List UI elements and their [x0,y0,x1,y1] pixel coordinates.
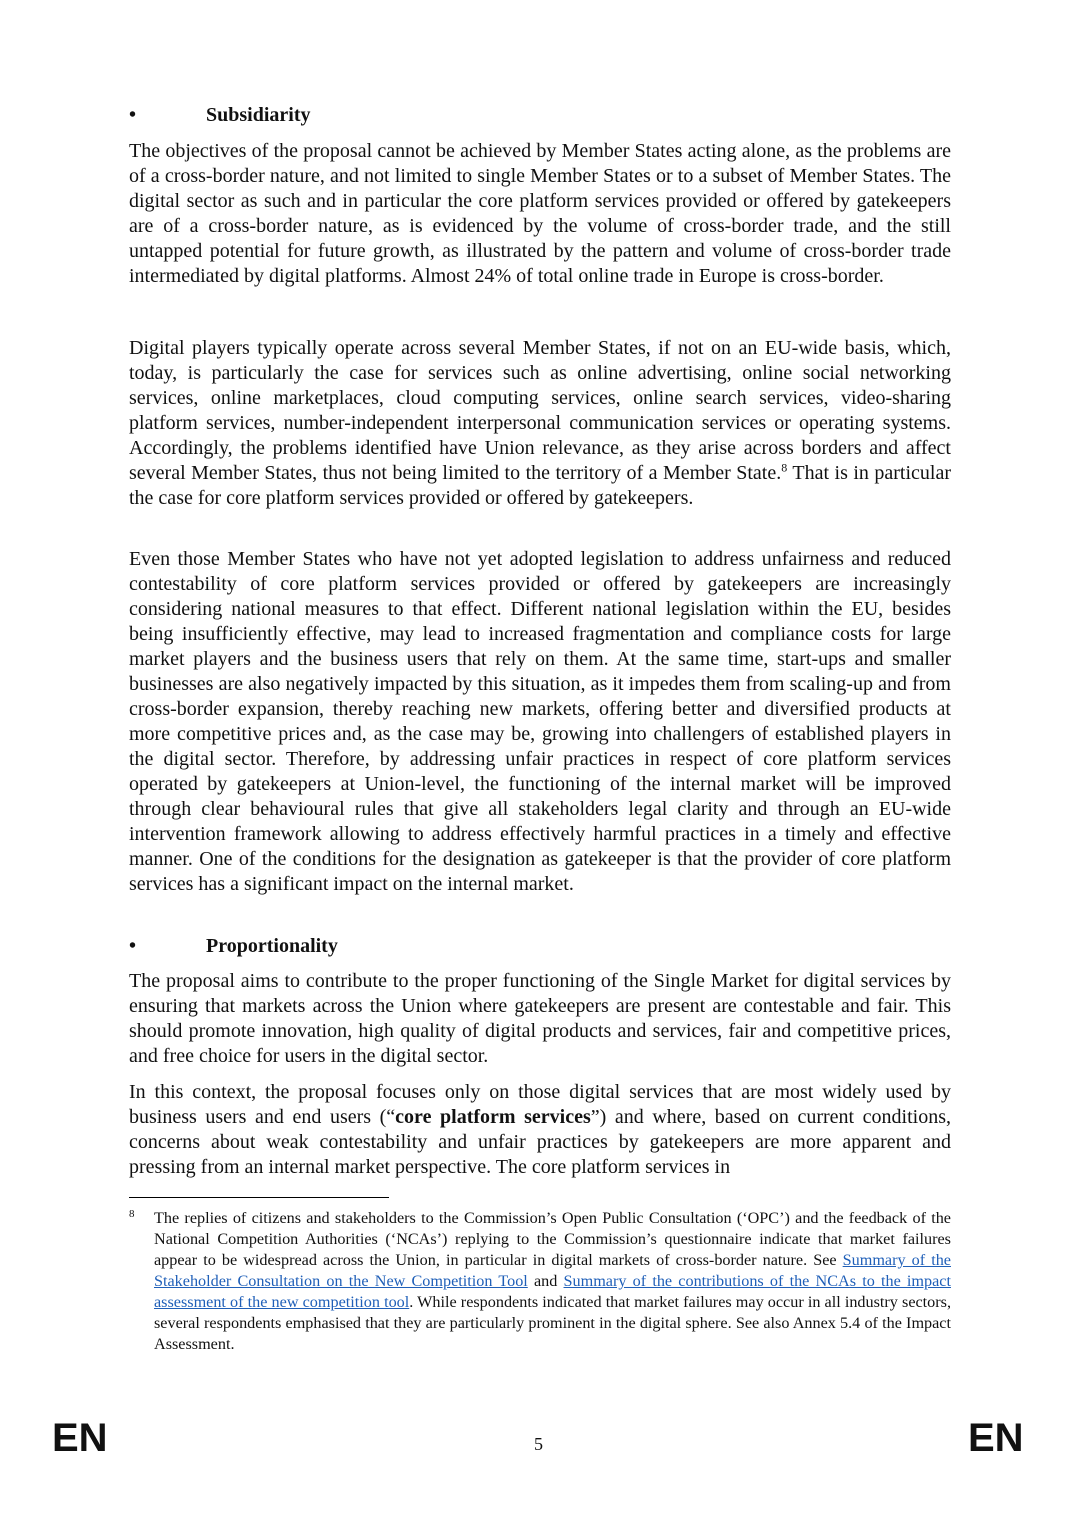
paragraph [129,336,951,511]
paragraph-text: In this context, the proposal focuses only on those digital services that are most widely used by business users and end users (“ [129,1081,951,1128]
footnote-text [154,1208,951,1355]
bold-term: core platform services [395,1106,591,1128]
language-marker-left: EN [52,1416,108,1460]
link-ncas-contributions-summary[interactable]: Summary of the contributions of the NCAs to the impact assessment of the new competition tool [154,1272,951,1311]
paragraph-text: That is in particular the case for core platform services provided or offered by gatekeepers. [129,462,951,509]
paragraph: The proposal aims to contribute to the proper functioning of the Single Market for digital services by ensuring that markets across the Union where gatekeepers are present are contestable and fair. This should promote innovation, high quality of digital products and services, fair and competitive prices, and free choice for users in the digital sector. [129,970,951,1067]
paragraph: Even those Member States who have not yet adopted legislation to address unfairness and reduced contestability of core platform services provided or offered by gatekeepers are increasingly considering national measures to that effect. Different national legislation within the EU, besides being insufficiently effective, may lead to increased fragmentation and compliance costs for large market players and the business users that rely on them. At the same time, start-ups and smaller businesses are also negatively impacted by this situation, as it impedes them from scaling-up and from cross-border expansion, thereby reaching new markets, offering better and diversified products at more competitive prices and, as the case may be, growing into challengers of established players in the digital sector. Therefore, by addressing unfair practices in respect of core platform services operated by gatekeepers at Union-level, the functioning of the internal market will be improved through clear behavioural rules that give all stakeholders legal clarity and through an EU-wide intervention framework allowing to address effectively harmful practices in a timely and effective manner. One of the conditions for the designation as gatekeeper is that the provider of core platform services has a significant impact on the internal market. [129,548,951,895]
page-number: 5 [534,1434,543,1454]
footnote-text-part: and [527,1272,564,1290]
footnote-divider [129,1197,389,1198]
paragraph [129,1080,951,1180]
section-heading-proportionality [129,934,338,959]
bullet: • [129,935,137,957]
footnote [129,1208,951,1355]
language-marker-right: EN [968,1416,1024,1460]
footnote-ref[interactable]: 8 [781,460,788,475]
paragraph-text: ”) and where, based on current conditions, concerns about weak contestability and unfair practices by gatekeepers are more apparent and pressing from an internal market perspective. The core platform services in [129,1106,951,1178]
footnote-number: 8 [129,1208,135,1220]
footnote-text-part: . While respondents indicated that market failures may occur in all industry sectors, several respondents emphasised that they are particularly prominent in the digital sphere. See also Annex 5.4 of the Impact Assessment. [154,1293,952,1353]
heading-text: Subsidiarity [206,104,311,126]
section-heading-subsidiarity [129,103,310,128]
footnote-text-part: The replies of citizens and stakeholders to the Commission’s Open Public Consultation (‘OPC’) and the feedback of the National Competition Authorities (‘NCAs’) replying to the Commission’s questionnaire indicate that market failures appear to be widespread across the Union, in particular in digital markets of cross-border nature. See [154,1209,951,1269]
paragraph-text: Digital players typically operate across several Member States, if not on an EU-wide basis, which, today, is particularly the case for services such as online advertising, online social networking services, online marketplaces, cloud computing services, online search services, video-sharing platform services, number-independent interpersonal communication services or operating systems. Accordingly, the problems identified have Union relevance, as they arise across borders and affect several Member States, thus not being limited to the territory of a Member State. [129,337,951,484]
paragraph: The objectives of the proposal cannot be achieved by Member States acting alone, as the problems are of a cross-border nature, and not limited to single Member States or to a subset of Member States. The digital sector as such and in particular the core platform services provided or offered by gatekeepers are of a cross-border nature, as is evidenced by the volume of cross-border trade, and the still untapped potential for future growth, as illustrated by the pattern and volume of cross-border trade intermediated by digital platforms. Almost 24% of total online trade in Europe is cross-border. [129,140,951,287]
link-stakeholder-consultation-summary[interactable]: Summary of the Stakeholder Consultation on the New Competition Tool [154,1251,951,1290]
heading-text: Proportionality [206,935,338,957]
bullet: • [129,104,137,126]
